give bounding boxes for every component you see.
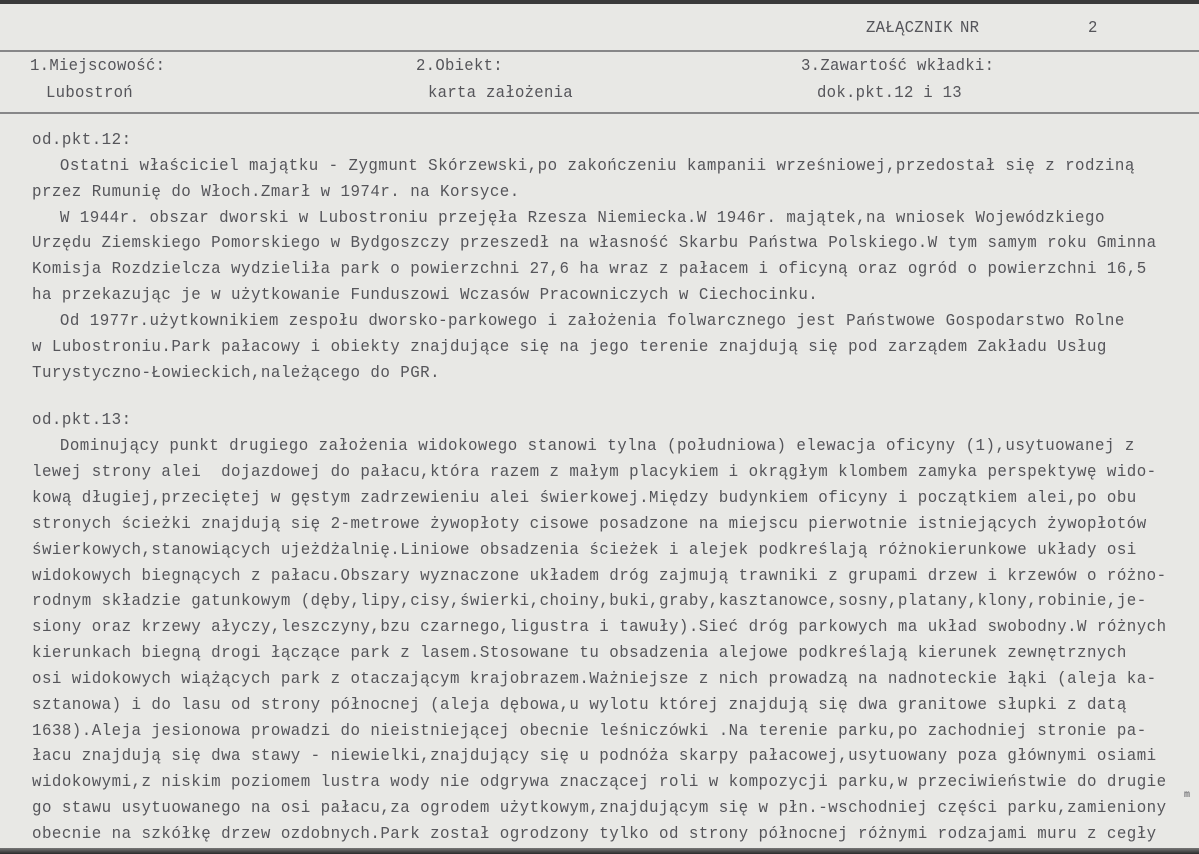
text-line: sztanowa) i do lasu od strony północnej (aleja dębowa,u wylotu której znajdują się dwa granitowe słupki z datą bbox=[32, 695, 1127, 715]
text-line: kową długiej,przeciętej w gęstym zadrzewieniu alei świerkowej.Między budynkiem oficyny i początkiem alei,po obu bbox=[32, 488, 1137, 508]
section-heading: od.pkt.12: bbox=[32, 131, 132, 150]
text-line: stronych ścieżki znajdują się 2-metrowe żywopłoty cisowe posadzone na miejscu pierwotnie istniejących żywopłotów bbox=[32, 514, 1147, 534]
text-line: rodnym składzie gatunkowym (dęby,lipy,cisy,świerki,choiny,buki,graby,kasztanowce,sosny,platany,klony,robinie,je- bbox=[32, 592, 1147, 612]
text-line: lewej strony alei dojazdowej do pałacu,która razem z małym placykiem i okrągłym klombem zamyka perspektywę wido- bbox=[32, 463, 1157, 483]
text-line: Turystyczno-Łowieckich,należącego do PGR. bbox=[32, 363, 441, 383]
scan-edge-bottom bbox=[0, 848, 1199, 854]
attachment-nr-label: NR bbox=[960, 19, 980, 38]
margin-note: m bbox=[1184, 790, 1191, 801]
text-line: W 1944r. obszar dworski w Lubostroniu przejęła Rzesza Niemiecka.W 1946r. majątek,na wniosek Wojewódzkiego bbox=[59, 208, 1105, 228]
field-label-object: 2.Obiekt: bbox=[416, 57, 503, 76]
field-label-locality: 1.Miejscowość: bbox=[30, 57, 166, 76]
text-line: ha przekazując je w użytkowanie Funduszowi Wczasów Pracowniczych w Ciechocinku. bbox=[32, 286, 819, 306]
text-line: osi widokowych wiążących park z otaczającym krajobrazem.Ważniejsze z nich prowadzą na nadnoteckie łąki (aleja ka- bbox=[32, 669, 1157, 689]
field-value-locality: Lubostroń bbox=[46, 84, 133, 103]
section-heading: od.pkt.13: bbox=[32, 411, 132, 431]
text-line: Komisja Rozdzielcza wydzieliła park o powierzchni 27,6 ha wraz z pałacem i oficyną oraz ogród o powierzchni 16,5 bbox=[32, 260, 1147, 280]
field-value-contents: dok.pkt.12 i 13 bbox=[817, 84, 962, 103]
text-line: świerkowych,stanowiących ujeżdżalnię.Liniowe obsadzenia ścieżek i alejek podkreślają różnokierunkowe układy osi bbox=[32, 540, 1137, 560]
text-line: kierunkach biegną drogi łączące park z lasem.Stosowane tu obsadzenia alejowe podkreślają kierunek zewnętrznych bbox=[32, 644, 1127, 664]
header-rule-top bbox=[0, 50, 1199, 52]
text-line: siony oraz krzewy ałyczy,leszczyny,bzu czarnego,ligustra i tawuły).Sieć dróg parkowych ma układ swobodny.W różnych bbox=[32, 618, 1167, 638]
text-line: Urzędu Ziemskiego Pomorskiego w Bydgoszczy przeszedł na własność Skarbu Państwa Polskiego.W tym samym roku Gminna bbox=[32, 234, 1157, 254]
section-pkt-13 bbox=[32, 408, 1192, 847]
attachment-title: ZAŁĄCZNIK bbox=[866, 19, 953, 38]
attachment-nr-value: 2 bbox=[1088, 19, 1098, 38]
text-line: Od 1977r.użytkownikiem zespołu dworsko-parkowego i założenia folwarcznego jest Państwowe Gospodarstwo Rolne bbox=[59, 311, 1125, 331]
text-line: przez Rumunię do Włoch.Zmarł w 1974r. na Korsyce. bbox=[32, 182, 520, 202]
text-line: w Lubostroniu.Park pałacowy i obiekty znajdujące się na jego terenie znajdują się pod zarządem Zakładu Usług bbox=[32, 337, 1107, 357]
scan-edge-top bbox=[0, 0, 1199, 4]
text-line: Dominujący punkt drugiego założenia widokowego stanowi tylna (południowa) elewacja oficyny (1),usytuowanej z bbox=[59, 437, 1135, 457]
text-line: go stawu usytuowanego na osi pałacu,za ogrodem użytkowym,znajdującym się w płn.-wschodniej części parku,zamieniony bbox=[32, 799, 1167, 819]
field-label-contents: 3.Zawartość wkładki: bbox=[801, 57, 995, 76]
text-line: Ostatni właściciel majątku - Zygmunt Skórzewski,po zakończeniu kampanii wrześniowej,przedostał się z rodziną bbox=[59, 156, 1135, 176]
document-body bbox=[32, 128, 1192, 848]
header-rule-bottom bbox=[0, 112, 1199, 114]
section-pkt-12 bbox=[32, 128, 1192, 386]
text-line: 1638).Aleja jesionowa prowadzi do nieistniejącej obecnie leśniczówki .Na terenie parku,po zachodniej stronie pa- bbox=[32, 721, 1147, 741]
field-value-object: karta założenia bbox=[428, 84, 573, 103]
text-line: obecnie na szkółkę drzew ozdobnych.Park został ogrodzony tylko od strony północnej różnymi rodzajami muru z cegły bbox=[32, 824, 1157, 844]
text-line: łacu znajdują się dwa stawy - niewielki,znajdujący się u podnóża skarpy pałacowej,usytuowany poza głównymi osiami bbox=[32, 747, 1157, 767]
text-line: widokowymi,z niskim poziomem lustra wody nie odgrywa znaczącej roli w kompozycji parku,w przeciwieństwie do drugie bbox=[32, 773, 1167, 793]
text-line: widokowych biegnących z pałacu.Obszary wyznaczone układem dróg zajmują trawniki z grupami drzew i krzewów o różno- bbox=[32, 566, 1167, 586]
